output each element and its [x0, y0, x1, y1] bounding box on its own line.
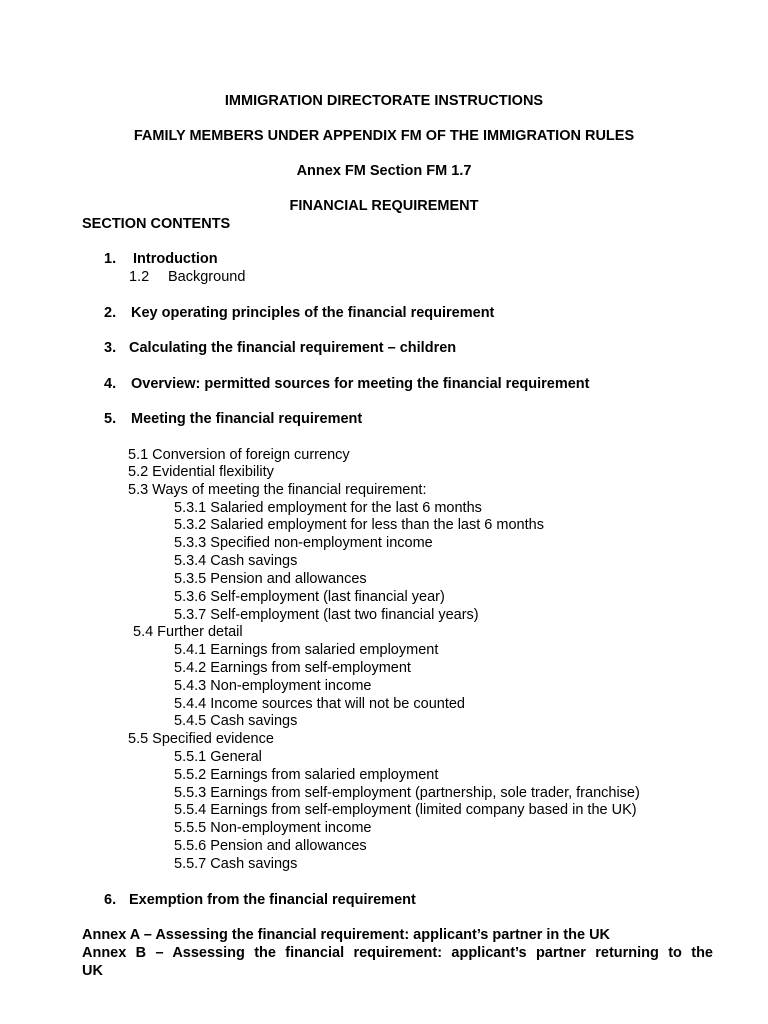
toc-item-5-5-3: 5.5.3 Earnings from self-employment (partnership, sole trader, franchise): [174, 785, 640, 801]
toc-item-5-3-3: 5.3.3 Specified non-employment income: [174, 535, 433, 551]
toc-item-5-number: 5.: [104, 411, 117, 427]
toc-item-4-number: 4.: [104, 376, 117, 392]
toc-item-5-4-3: 5.4.3 Non-employment income: [174, 678, 372, 694]
toc-item-2-number: 2.: [104, 305, 117, 321]
toc-item-5-3-7: 5.3.7 Self-employment (last two financial years): [174, 607, 479, 623]
toc-item-5-2: 5.2 Evidential flexibility: [128, 464, 274, 480]
section-contents-title: SECTION CONTENTS: [82, 216, 231, 232]
toc-item-5-4-4: 5.4.4 Income sources that will not be counted: [174, 696, 465, 712]
toc-item-1-2-number: 1.2: [129, 269, 150, 285]
toc-item-1-number: 1.: [104, 251, 117, 267]
toc-item-5-3-5: 5.3.5 Pension and allowances: [174, 571, 367, 587]
annex-b-line-2: UK: [82, 963, 103, 979]
annex-section-heading: Annex FM Section FM 1.7: [296, 163, 472, 179]
doc-subtitle: FAMILY MEMBERS UNDER APPENDIX FM OF THE IMMIGRATION RULES: [133, 128, 635, 144]
toc-item-5-3-2: 5.3.2 Salaried employment for less than the last 6 months: [174, 517, 544, 533]
toc-item-5-3: 5.3 Ways of meeting the financial requirement:: [128, 482, 427, 498]
toc-item-5-3-1: 5.3.1 Salaried employment for the last 6 months: [174, 500, 482, 516]
toc-item-5-5-7: 5.5.7 Cash savings: [174, 856, 298, 872]
financial-requirement-heading: FINANCIAL REQUIREMENT: [289, 198, 479, 214]
toc-item-1-label: Introduction: [133, 251, 218, 267]
toc-item-5-1: 5.1 Conversion of foreign currency: [128, 447, 350, 463]
toc-item-5-3-4: 5.3.4 Cash savings: [174, 553, 298, 569]
toc-item-5-5-2: 5.5.2 Earnings from salaried employment: [174, 767, 439, 783]
toc-item-5-label: Meeting the financial requirement: [131, 411, 363, 427]
toc-item-3-label: Calculating the financial requirement – children: [129, 340, 457, 356]
toc-item-5-3-6: 5.3.6 Self-employment (last financial year): [174, 589, 445, 605]
toc-item-5-5-5: 5.5.5 Non-employment income: [174, 820, 372, 836]
toc-item-5-5-6: 5.5.6 Pension and allowances: [174, 838, 367, 854]
toc-item-5-5-1: 5.5.1 General: [174, 749, 262, 765]
toc-item-5-4-2: 5.4.2 Earnings from self-employment: [174, 660, 411, 676]
toc-item-2-label: Key operating principles of the financial requirement: [131, 305, 495, 321]
toc-item-3-number: 3.: [104, 340, 117, 356]
toc-item-5-4-5: 5.4.5 Cash savings: [174, 713, 298, 729]
annex-b-line-1: Annex B – Assessing the financial requirement: applicant’s partner returning to the: [82, 945, 713, 961]
toc-item-6-label: Exemption from the financial requirement: [129, 892, 416, 908]
toc-item-5-4-1: 5.4.1 Earnings from salaried employment: [174, 642, 439, 658]
toc-item-1-2-label: Background: [168, 269, 246, 285]
toc-item-5-4: 5.4 Further detail: [133, 624, 243, 640]
toc-item-5-5: 5.5 Specified evidence: [128, 731, 274, 747]
toc-item-4-label: Overview: permitted sources for meeting the financial requirement: [131, 376, 590, 392]
annex-a: Annex A – Assessing the financial requirement: applicant’s partner in the UK: [82, 927, 611, 943]
toc-item-6-number: 6.: [104, 892, 117, 908]
toc-item-5-5-4: 5.5.4 Earnings from self-employment (limited company based in the UK): [174, 802, 637, 818]
doc-title: IMMIGRATION DIRECTORATE INSTRUCTIONS: [224, 93, 544, 109]
